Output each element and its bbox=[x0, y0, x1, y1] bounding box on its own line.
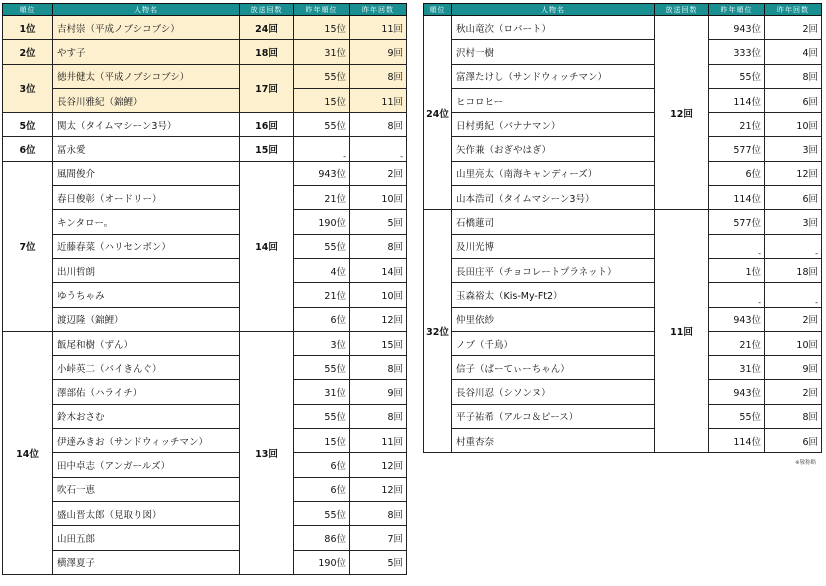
table-row bbox=[424, 40, 822, 64]
last-year-count-cell: 15回 bbox=[350, 331, 407, 355]
table-row bbox=[3, 331, 407, 355]
name-cell: 長谷川忍（シソンヌ） bbox=[452, 380, 655, 404]
last-year-rank-cell: 15位 bbox=[294, 429, 350, 453]
name-cell: やす子 bbox=[53, 40, 240, 64]
last-year-rank-cell: 55位 bbox=[294, 501, 350, 525]
table-row bbox=[3, 283, 407, 307]
last-year-count-cell: 9回 bbox=[350, 40, 407, 64]
rank-cell: 24位 bbox=[424, 16, 452, 210]
last-year-rank-cell: 21位 bbox=[294, 283, 350, 307]
name-cell: 盛山晋太郎（見取り図） bbox=[53, 501, 240, 525]
last-year-count-cell: 18回 bbox=[765, 258, 822, 282]
last-year-rank-cell: 333位 bbox=[709, 40, 765, 64]
name-cell: 日村勇紀（バナナマン） bbox=[452, 113, 655, 137]
table-row bbox=[3, 453, 407, 477]
name-cell: 長田庄平（チョコレートプラネット） bbox=[452, 258, 655, 282]
last-year-count-cell: 9回 bbox=[765, 356, 822, 380]
name-cell: 田中卓志（アンガールズ） bbox=[53, 453, 240, 477]
table-row bbox=[424, 210, 822, 234]
last-year-count-cell: 8回 bbox=[350, 501, 407, 525]
name-cell: 山田五郎 bbox=[53, 526, 240, 550]
broadcast-count-cell: 14回 bbox=[240, 161, 294, 331]
table-row bbox=[3, 137, 407, 161]
last-year-count-cell: 12回 bbox=[765, 161, 822, 185]
last-year-count-cell: 8回 bbox=[350, 234, 407, 258]
last-year-rank-cell: 31位 bbox=[709, 356, 765, 380]
name-cell: ヒコロヒー bbox=[452, 88, 655, 112]
broadcast-count-cell: 12回 bbox=[655, 16, 709, 210]
last-year-rank-cell: 6位 bbox=[294, 307, 350, 331]
last-year-count-cell: 2回 bbox=[765, 380, 822, 404]
last-year-rank-cell: 190位 bbox=[294, 210, 350, 234]
broadcast-count-cell: 18回 bbox=[240, 40, 294, 64]
header-last-year-count: 昨年回数 bbox=[765, 4, 822, 16]
table-row bbox=[3, 526, 407, 550]
last-year-rank-cell: - bbox=[294, 137, 350, 161]
last-year-count-cell: 10回 bbox=[765, 331, 822, 355]
last-year-count-cell: 2回 bbox=[765, 307, 822, 331]
table-row bbox=[3, 88, 407, 112]
last-year-rank-cell: 55位 bbox=[709, 64, 765, 88]
name-cell: 秋山竜次（ロバート） bbox=[452, 16, 655, 40]
header-row bbox=[3, 4, 407, 16]
last-year-count-cell: 9回 bbox=[350, 380, 407, 404]
header-row bbox=[424, 4, 822, 16]
table-row bbox=[3, 186, 407, 210]
last-year-count-cell: 10回 bbox=[350, 186, 407, 210]
name-cell: ゆうちゃみ bbox=[53, 283, 240, 307]
last-year-rank-cell: 21位 bbox=[294, 186, 350, 210]
table-row bbox=[3, 404, 407, 428]
table-row bbox=[424, 307, 822, 331]
broadcast-count-cell: 16回 bbox=[240, 113, 294, 137]
last-year-count-cell: 10回 bbox=[765, 113, 822, 137]
last-year-count-cell: 2回 bbox=[350, 161, 407, 185]
header-broadcast-count: 放送回数 bbox=[240, 4, 294, 16]
name-cell: 澤部佑（ハライチ） bbox=[53, 380, 240, 404]
header-name: 人物名 bbox=[53, 4, 240, 16]
rank-cell: 14位 bbox=[3, 331, 53, 574]
rank-cell: 3位 bbox=[3, 64, 53, 113]
name-cell: 玉森裕太（Kis-My-Ft2） bbox=[452, 283, 655, 307]
name-cell: 平子祐希（アルコ＆ピース） bbox=[452, 404, 655, 428]
broadcast-count-cell: 13回 bbox=[240, 331, 294, 574]
last-year-rank-cell: 55位 bbox=[294, 64, 350, 88]
last-year-rank-cell: 55位 bbox=[294, 234, 350, 258]
last-year-rank-cell: 114位 bbox=[709, 88, 765, 112]
name-cell: 小峠英二（バイきんぐ） bbox=[53, 356, 240, 380]
last-year-rank-cell: - bbox=[709, 234, 765, 258]
last-year-rank-cell: 943位 bbox=[709, 380, 765, 404]
last-year-rank-cell: 55位 bbox=[294, 113, 350, 137]
broadcast-count-cell: 17回 bbox=[240, 64, 294, 113]
last-year-rank-cell: 31位 bbox=[294, 380, 350, 404]
name-cell: 関太（タイムマシーン3号） bbox=[53, 113, 240, 137]
ranking-table-left bbox=[2, 3, 407, 575]
last-year-rank-cell: 6位 bbox=[294, 453, 350, 477]
table-row bbox=[3, 356, 407, 380]
last-year-count-cell: 8回 bbox=[765, 404, 822, 428]
last-year-count-cell: 5回 bbox=[350, 550, 407, 574]
name-cell: 山本浩司（タイムマシーン3号） bbox=[452, 186, 655, 210]
ranking-table-right bbox=[423, 3, 822, 453]
last-year-count-cell: - bbox=[350, 137, 407, 161]
header-rank: 順位 bbox=[3, 4, 53, 16]
rank-cell: 6位 bbox=[3, 137, 53, 161]
last-year-rank-cell: 55位 bbox=[294, 356, 350, 380]
name-cell: 仲里依紗 bbox=[452, 307, 655, 331]
name-cell: 吹石一恵 bbox=[53, 477, 240, 501]
last-year-rank-cell: - bbox=[709, 283, 765, 307]
table-row bbox=[3, 307, 407, 331]
last-year-rank-cell: 6位 bbox=[294, 477, 350, 501]
last-year-count-cell: 8回 bbox=[350, 113, 407, 137]
last-year-count-cell: 7回 bbox=[350, 526, 407, 550]
table-row bbox=[424, 113, 822, 137]
last-year-rank-cell: 577位 bbox=[709, 137, 765, 161]
name-cell: 近藤春菜（ハリセンボン） bbox=[53, 234, 240, 258]
broadcast-count-cell: 24回 bbox=[240, 16, 294, 40]
table-row bbox=[424, 258, 822, 282]
header-broadcast-count: 放送回数 bbox=[655, 4, 709, 16]
last-year-rank-cell: 31位 bbox=[294, 40, 350, 64]
last-year-rank-cell: 3位 bbox=[294, 331, 350, 355]
footnote: ※敬称略 bbox=[795, 460, 817, 466]
table-row bbox=[3, 64, 407, 88]
table-row bbox=[3, 210, 407, 234]
last-year-rank-cell: 1位 bbox=[709, 258, 765, 282]
header-name: 人物名 bbox=[452, 4, 655, 16]
name-cell: 山里亮太（南海キャンディーズ） bbox=[452, 161, 655, 185]
table-row bbox=[424, 234, 822, 258]
last-year-rank-cell: 15位 bbox=[294, 16, 350, 40]
header-last-year-rank: 昨年順位 bbox=[294, 4, 350, 16]
last-year-count-cell: 12回 bbox=[350, 477, 407, 501]
name-cell: 石橋蓮司 bbox=[452, 210, 655, 234]
last-year-rank-cell: 943位 bbox=[709, 307, 765, 331]
table-row bbox=[424, 380, 822, 404]
last-year-count-cell: 8回 bbox=[350, 356, 407, 380]
name-cell: 富澤たけし（サンドウィッチマン） bbox=[452, 64, 655, 88]
last-year-count-cell: 4回 bbox=[765, 40, 822, 64]
table-row bbox=[3, 501, 407, 525]
last-year-count-cell: 3回 bbox=[765, 137, 822, 161]
table-row bbox=[424, 137, 822, 161]
name-cell: 横澤夏子 bbox=[53, 550, 240, 574]
table-row bbox=[424, 429, 822, 453]
last-year-rank-cell: 6位 bbox=[709, 161, 765, 185]
broadcast-count-cell: 11回 bbox=[655, 210, 709, 453]
name-cell: 長谷川雅紀（錦鯉） bbox=[53, 88, 240, 112]
rank-cell: 5位 bbox=[3, 113, 53, 137]
table-row bbox=[424, 161, 822, 185]
table-row bbox=[3, 234, 407, 258]
name-cell: 及川光博 bbox=[452, 234, 655, 258]
last-year-count-cell: 6回 bbox=[765, 429, 822, 453]
last-year-count-cell: 3回 bbox=[765, 210, 822, 234]
last-year-rank-cell: 4位 bbox=[294, 258, 350, 282]
last-year-count-cell: 8回 bbox=[350, 404, 407, 428]
table-row bbox=[424, 404, 822, 428]
last-year-count-cell: 10回 bbox=[350, 283, 407, 307]
last-year-count-cell: 11回 bbox=[350, 88, 407, 112]
rank-cell: 2位 bbox=[3, 40, 53, 64]
table-row bbox=[3, 477, 407, 501]
name-cell: 出川哲朗 bbox=[53, 258, 240, 282]
name-cell: キンタロー。 bbox=[53, 210, 240, 234]
table-row bbox=[3, 429, 407, 453]
name-cell: 信子（ぱーてぃーちゃん） bbox=[452, 356, 655, 380]
last-year-rank-cell: 86位 bbox=[294, 526, 350, 550]
table-row bbox=[3, 40, 407, 64]
table-row bbox=[3, 380, 407, 404]
table-row bbox=[3, 550, 407, 574]
name-cell: 飯尾和樹（ずん） bbox=[53, 331, 240, 355]
table-row bbox=[3, 161, 407, 185]
last-year-rank-cell: 21位 bbox=[709, 113, 765, 137]
last-year-count-cell: 8回 bbox=[350, 64, 407, 88]
last-year-count-cell: 12回 bbox=[350, 453, 407, 477]
last-year-count-cell: - bbox=[765, 234, 822, 258]
rank-cell: 32位 bbox=[424, 210, 452, 453]
last-year-rank-cell: 190位 bbox=[294, 550, 350, 574]
name-cell: 吉村崇（平成ノブシコブシ） bbox=[53, 16, 240, 40]
last-year-rank-cell: 577位 bbox=[709, 210, 765, 234]
last-year-rank-cell: 114位 bbox=[709, 186, 765, 210]
name-cell: 沢村一樹 bbox=[452, 40, 655, 64]
table-row bbox=[424, 186, 822, 210]
name-cell: ノブ（千鳥） bbox=[452, 331, 655, 355]
table-row bbox=[424, 64, 822, 88]
name-cell: 徳井健太（平成ノブシコブシ） bbox=[53, 64, 240, 88]
table-row bbox=[424, 16, 822, 40]
table-row bbox=[3, 258, 407, 282]
last-year-count-cell: 12回 bbox=[350, 307, 407, 331]
name-cell: 鈴木おさむ bbox=[53, 404, 240, 428]
table-row bbox=[424, 356, 822, 380]
table-row bbox=[3, 16, 407, 40]
last-year-count-cell: 11回 bbox=[350, 16, 407, 40]
last-year-rank-cell: 943位 bbox=[294, 161, 350, 185]
name-cell: 伊達みきお（サンドウィッチマン） bbox=[53, 429, 240, 453]
name-cell: 渡辺隆（錦鯉） bbox=[53, 307, 240, 331]
broadcast-count-cell: 15回 bbox=[240, 137, 294, 161]
rank-cell: 1位 bbox=[3, 16, 53, 40]
header-last-year-count: 昨年回数 bbox=[350, 4, 407, 16]
last-year-rank-cell: 114位 bbox=[709, 429, 765, 453]
name-cell: 村重杏奈 bbox=[452, 429, 655, 453]
last-year-count-cell: 5回 bbox=[350, 210, 407, 234]
name-cell: 冨永愛 bbox=[53, 137, 240, 161]
last-year-rank-cell: 943位 bbox=[709, 16, 765, 40]
last-year-rank-cell: 21位 bbox=[709, 331, 765, 355]
last-year-count-cell: 6回 bbox=[765, 186, 822, 210]
table-row bbox=[424, 88, 822, 112]
table-row bbox=[424, 331, 822, 355]
header-last-year-rank: 昨年順位 bbox=[709, 4, 765, 16]
rank-cell: 7位 bbox=[3, 161, 53, 331]
last-year-rank-cell: 15位 bbox=[294, 88, 350, 112]
table-row bbox=[3, 113, 407, 137]
last-year-count-cell: 8回 bbox=[765, 64, 822, 88]
last-year-count-cell: 6回 bbox=[765, 88, 822, 112]
last-year-count-cell: 14回 bbox=[350, 258, 407, 282]
name-cell: 春日俊彰（オードリー） bbox=[53, 186, 240, 210]
name-cell: 風間俊介 bbox=[53, 161, 240, 185]
last-year-rank-cell: 55位 bbox=[709, 404, 765, 428]
last-year-count-cell: 2回 bbox=[765, 16, 822, 40]
last-year-rank-cell: 55位 bbox=[294, 404, 350, 428]
table-row bbox=[424, 283, 822, 307]
name-cell: 矢作兼（おぎやはぎ） bbox=[452, 137, 655, 161]
header-rank: 順位 bbox=[424, 4, 452, 16]
last-year-count-cell: 11回 bbox=[350, 429, 407, 453]
last-year-count-cell: - bbox=[765, 283, 822, 307]
